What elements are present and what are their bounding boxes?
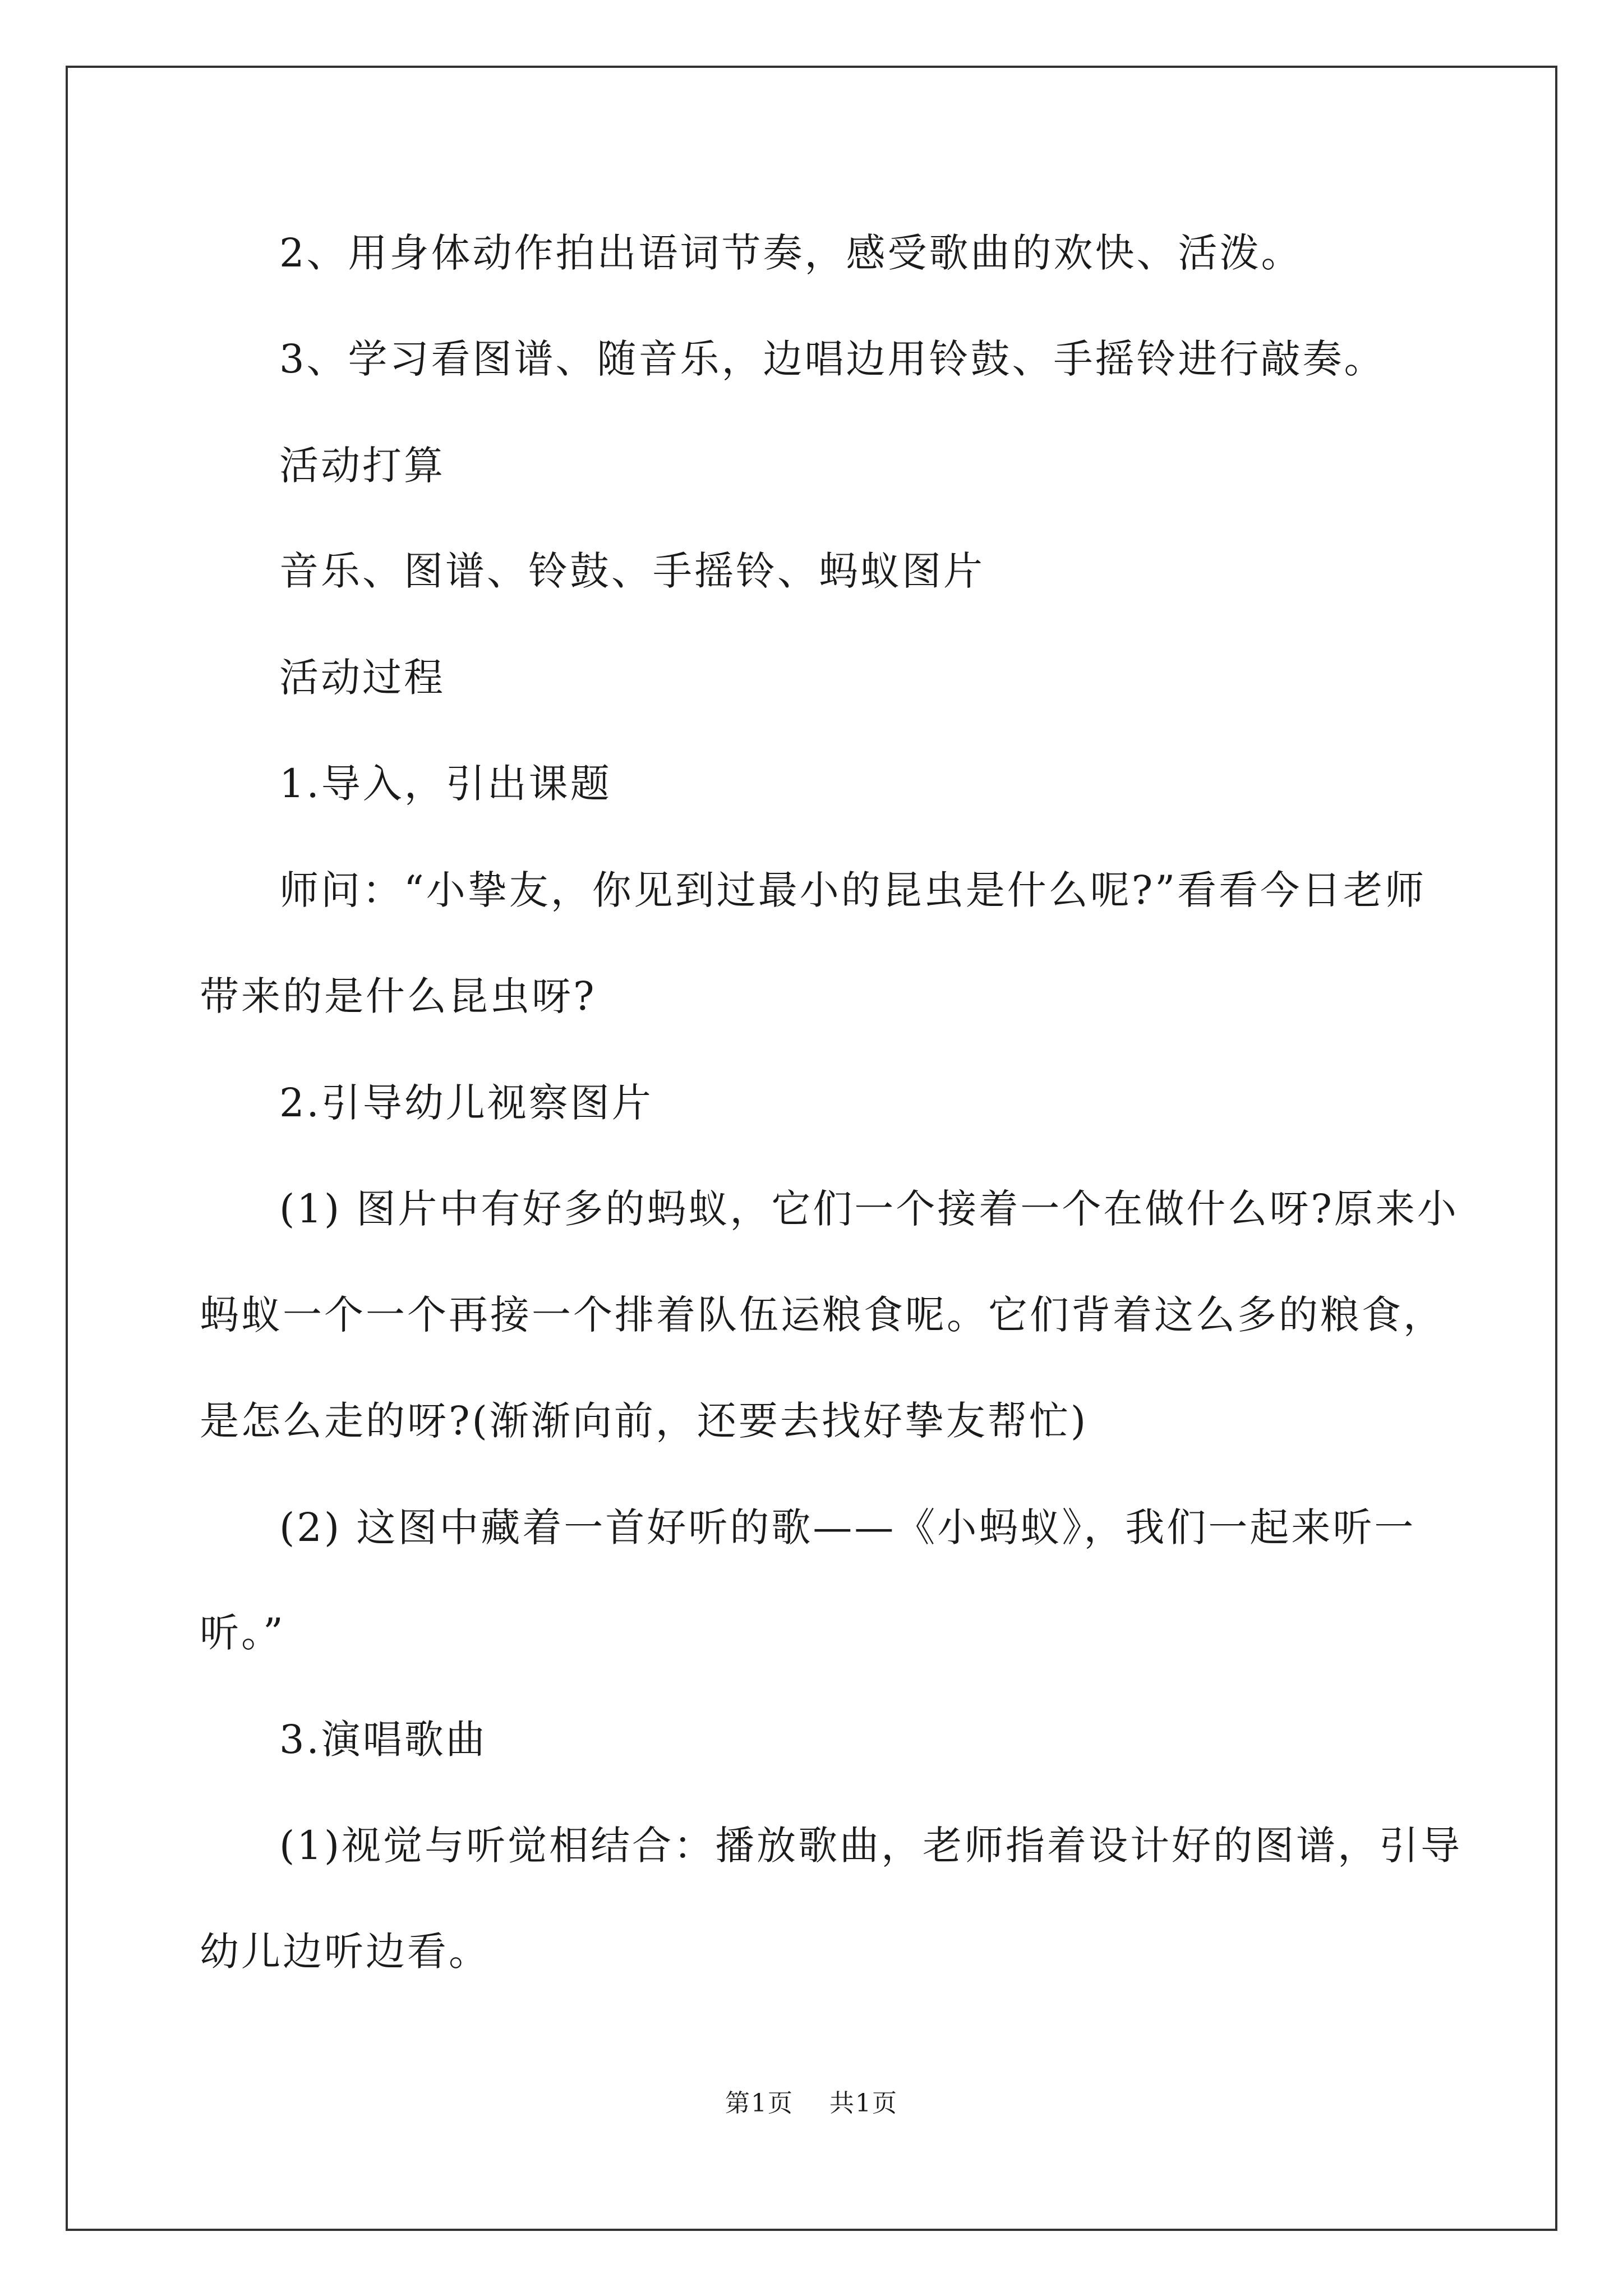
section-heading: 活动打算 bbox=[279, 443, 445, 489]
paragraph-line: 师问：“小挚友，你见到过最小的昆虫是什么呢?”看看今日老师 bbox=[279, 867, 1427, 913]
step-heading: 2.引导幼儿视察图片 bbox=[279, 1080, 653, 1126]
paragraph-line: (2) 这图中藏着一首好听的歌——《小蚂蚁》，我们一起来听一 bbox=[279, 1504, 1416, 1550]
paragraph-line: (1) 图片中有好多的蚂蚁，它们一个接着一个在做什么呀?原来小 bbox=[279, 1186, 1459, 1232]
section-heading: 活动过程 bbox=[279, 655, 445, 701]
paragraph-line: 是怎么走的呀?(渐渐向前，还要去找好挚友帮忙) bbox=[200, 1398, 1089, 1444]
page-number: 第1页 bbox=[725, 2089, 794, 2118]
paragraph-line: 蚂蚁一个一个再接一个排着队伍运粮食呢。它们背着这么多的粮食， bbox=[200, 1292, 1445, 1338]
paragraph-line: 带来的是什么昆虫呀? bbox=[200, 973, 597, 1019]
step-heading: 1.导入，引出课题 bbox=[279, 761, 612, 807]
page-footer bbox=[0, 2087, 1623, 2120]
paragraph-line: 幼儿边听边看。 bbox=[200, 1929, 490, 1975]
step-heading: 3.演唱歌曲 bbox=[279, 1717, 487, 1763]
page-total: 共1页 bbox=[829, 2089, 898, 2118]
paragraph-line: 听。” bbox=[200, 1610, 285, 1656]
paragraph-line: (1)视觉与听觉相结合：播放歌曲，老师指着设计好的图谱，引导 bbox=[279, 1823, 1463, 1869]
paragraph-line: 3、学习看图谱、随音乐，边唱边用铃鼓、手摇铃进行敲奏。 bbox=[279, 336, 1386, 382]
paragraph-line: 音乐、图谱、铃鼓、手摇铃、蚂蚁图片 bbox=[279, 548, 985, 594]
paragraph-line: 2、用身体动作拍出语词节奏，感受歌曲的欢快、活泼。 bbox=[279, 230, 1303, 276]
page-border bbox=[66, 66, 1557, 2231]
